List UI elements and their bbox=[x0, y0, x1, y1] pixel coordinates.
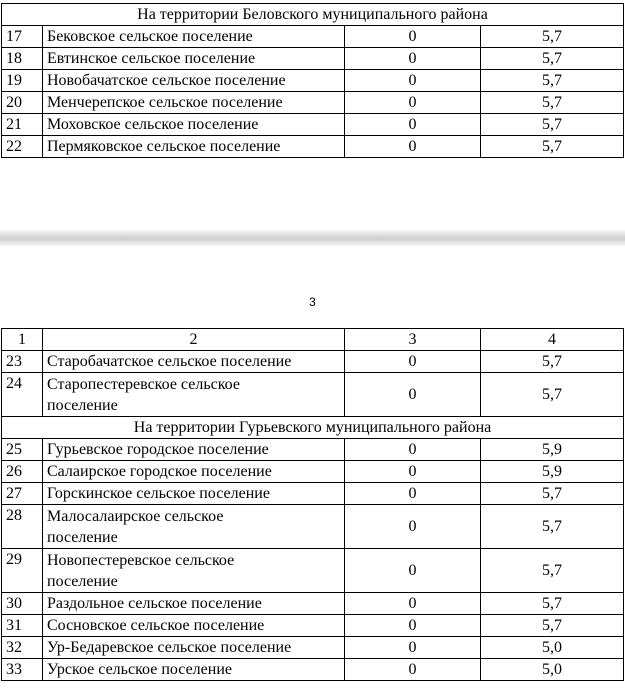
value-col-4: 5,7 bbox=[481, 48, 624, 70]
value-col-3: 0 bbox=[345, 637, 481, 659]
row-number: 18 bbox=[2, 48, 43, 70]
table-row bbox=[2, 659, 624, 681]
value-col-4: 5,7 bbox=[481, 136, 624, 158]
page-separator bbox=[0, 230, 625, 246]
document-page-bottom bbox=[0, 246, 625, 690]
value-col-3: 0 bbox=[345, 615, 481, 637]
value-col-3: 0 bbox=[345, 659, 481, 681]
row-number: 20 bbox=[2, 92, 43, 114]
settlement-name-line-2: поселение bbox=[47, 396, 118, 414]
value-col-3: 0 bbox=[345, 483, 481, 505]
table-row bbox=[2, 549, 624, 593]
settlement-name: Пермяковское сельское поселение bbox=[43, 136, 345, 158]
settlement-name: Сосновское сельское поселение bbox=[43, 615, 345, 637]
section-title-guryevsky: На территории Гурьевского муниципального района bbox=[2, 417, 624, 439]
settlement-name bbox=[43, 549, 345, 593]
value-col-3: 0 bbox=[345, 373, 481, 417]
value-col-4: 5,0 bbox=[481, 637, 624, 659]
value-col-4: 5,7 bbox=[481, 114, 624, 136]
municipal-table-part-1 bbox=[1, 3, 624, 158]
value-col-3: 0 bbox=[345, 136, 481, 158]
row-number: 28 bbox=[2, 505, 43, 549]
settlement-name: Моховское сельское поселение bbox=[43, 114, 345, 136]
section-title-belovsky: На территории Беловского муниципального района bbox=[2, 4, 624, 26]
value-col-4: 5,7 bbox=[481, 615, 624, 637]
settlement-name: Евтинское сельское поселение bbox=[43, 48, 345, 70]
value-col-3: 0 bbox=[345, 593, 481, 615]
value-col-4: 5,7 bbox=[481, 351, 624, 373]
value-col-3: 0 bbox=[345, 92, 481, 114]
settlement-name: Салаирское городское поселение bbox=[43, 461, 345, 483]
row-number: 29 bbox=[2, 549, 43, 593]
table-row bbox=[2, 615, 624, 637]
row-number: 17 bbox=[2, 26, 43, 48]
table-row bbox=[2, 373, 624, 417]
settlement-name: Урское сельское поселение bbox=[43, 659, 345, 681]
value-col-3: 0 bbox=[345, 351, 481, 373]
header-col-3: 3 bbox=[345, 329, 481, 351]
settlement-name-line-2: поселение bbox=[47, 528, 118, 546]
settlement-name: Раздольное сельское поселение bbox=[43, 593, 345, 615]
row-number: 33 bbox=[2, 659, 43, 681]
value-col-4: 5,7 bbox=[481, 373, 624, 417]
table-row bbox=[2, 483, 624, 505]
settlement-name-line-1: Новопестеревское сельское bbox=[47, 551, 235, 569]
value-col-3: 0 bbox=[345, 439, 481, 461]
value-col-3: 0 bbox=[345, 48, 481, 70]
row-number: 25 bbox=[2, 439, 43, 461]
table-row bbox=[2, 439, 624, 461]
row-number: 19 bbox=[2, 70, 43, 92]
settlement-name-line-1: Малосалаирское сельское bbox=[47, 507, 224, 525]
row-number: 30 bbox=[2, 593, 43, 615]
section-row bbox=[2, 4, 624, 26]
header-col-2: 2 bbox=[43, 329, 345, 351]
value-col-4: 5,9 bbox=[481, 439, 624, 461]
value-col-4: 5,0 bbox=[481, 659, 624, 681]
row-number: 26 bbox=[2, 461, 43, 483]
row-number: 31 bbox=[2, 615, 43, 637]
table-row bbox=[2, 114, 624, 136]
settlement-name bbox=[43, 373, 345, 417]
settlement-name-line-2: поселение bbox=[47, 572, 118, 590]
table-row bbox=[2, 637, 624, 659]
value-col-3: 0 bbox=[345, 461, 481, 483]
header-row bbox=[2, 329, 624, 351]
row-number: 27 bbox=[2, 483, 43, 505]
section-row bbox=[2, 417, 624, 439]
value-col-4: 5,7 bbox=[481, 593, 624, 615]
settlement-name: Горскинское сельское поселение bbox=[43, 483, 345, 505]
table-row bbox=[2, 461, 624, 483]
table-row bbox=[2, 70, 624, 92]
row-number: 32 bbox=[2, 637, 43, 659]
header-col-4: 4 bbox=[481, 329, 624, 351]
municipal-table-part-2 bbox=[1, 328, 624, 681]
table-row bbox=[2, 136, 624, 158]
value-col-4: 5,7 bbox=[481, 26, 624, 48]
header-col-1: 1 bbox=[2, 329, 43, 351]
settlement-name-line-1: Старопестеревское сельское bbox=[47, 375, 240, 393]
value-col-3: 0 bbox=[345, 26, 481, 48]
settlement-name: Старобачатское сельское поселение bbox=[43, 351, 345, 373]
settlement-name: Бековское сельское поселение bbox=[43, 26, 345, 48]
table-row bbox=[2, 505, 624, 549]
value-col-4: 5,7 bbox=[481, 549, 624, 593]
settlement-name: Ур-Бедаревское сельское поселение bbox=[43, 637, 345, 659]
value-col-3: 0 bbox=[345, 70, 481, 92]
value-col-3: 0 bbox=[345, 114, 481, 136]
value-col-4: 5,9 bbox=[481, 461, 624, 483]
row-number: 21 bbox=[2, 114, 43, 136]
table-row bbox=[2, 351, 624, 373]
value-col-3: 0 bbox=[345, 549, 481, 593]
value-col-4: 5,7 bbox=[481, 70, 624, 92]
settlement-name bbox=[43, 505, 345, 549]
document-page-top bbox=[0, 0, 625, 230]
row-number: 23 bbox=[2, 351, 43, 373]
settlement-name: Менчерепское сельское поселение bbox=[43, 92, 345, 114]
settlement-name: Новобачатское сельское поселение bbox=[43, 70, 345, 92]
table-row bbox=[2, 92, 624, 114]
table-row bbox=[2, 26, 624, 48]
table-row bbox=[2, 593, 624, 615]
settlement-name: Гурьевское городское поселение bbox=[43, 439, 345, 461]
page-number: 3 bbox=[309, 295, 316, 309]
value-col-3: 0 bbox=[345, 505, 481, 549]
value-col-4: 5,7 bbox=[481, 483, 624, 505]
row-number: 24 bbox=[2, 373, 43, 417]
value-col-4: 5,7 bbox=[481, 505, 624, 549]
table-row bbox=[2, 48, 624, 70]
value-col-4: 5,7 bbox=[481, 92, 624, 114]
row-number: 22 bbox=[2, 136, 43, 158]
